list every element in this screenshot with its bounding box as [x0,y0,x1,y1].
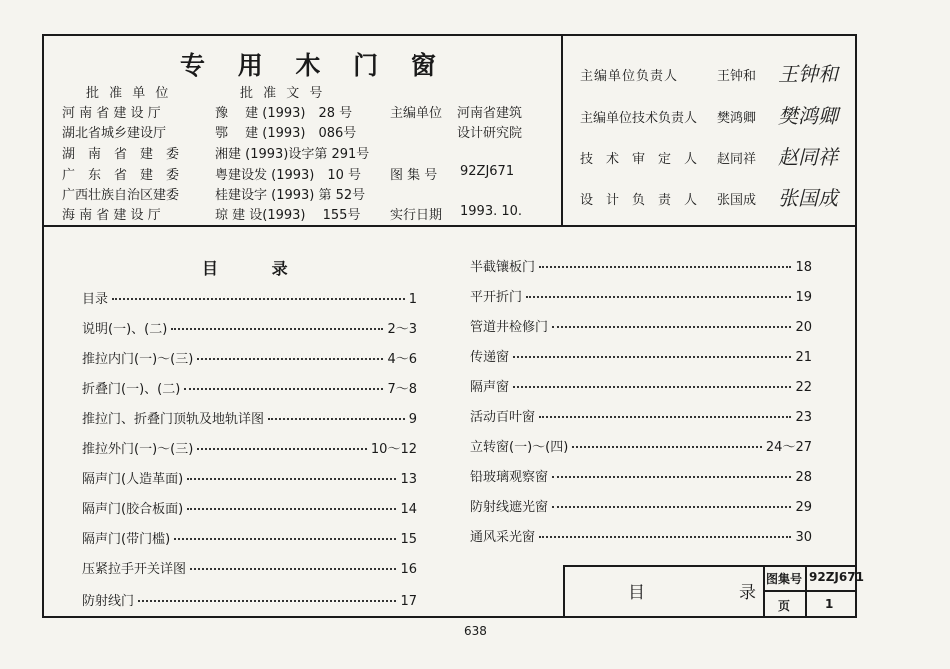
toc-row[interactable] [82,318,417,337]
responsible-name: 樊鸿卿 [717,111,757,126]
toc-page: 20 [795,320,812,335]
toc-leader [526,296,791,298]
title-block-page-value: 1 [825,597,834,611]
toc-page: 1 [408,292,417,307]
toc-label: 目录 [82,292,109,307]
toc-label: 隔声门(人造革面) [82,472,184,487]
toc-page: 28 [795,470,812,485]
toc-title: 目 录 [202,259,312,278]
toc-label: 说明(一)、(二) [82,322,168,337]
toc-label: 铅玻璃观察窗 [470,470,549,485]
date-label: 实行日期 [390,208,443,223]
toc-label: 防射线门 [82,594,135,609]
approval-doc: 粤建设发 (1993) 10 号 [215,168,362,183]
responsible-role: 主编单位负责人 [580,69,679,84]
page-number: 638 [464,624,487,638]
title-block-top [563,565,857,567]
toc-leader [552,476,791,478]
title-block-page-label: 页 [778,599,791,613]
toc-row[interactable] [82,348,417,367]
toc-leader [268,418,405,420]
toc-leader [197,358,383,360]
toc-leader [539,266,791,268]
editor-unit-line2: 设计研究院 [457,126,523,141]
page-title: 专 用 木 门 窗 [180,51,448,80]
signature: 樊鸿卿 [778,104,838,128]
toc-page: 24～27 [765,440,812,455]
title-block-mid [763,590,857,592]
toc-page: 18 [795,260,812,275]
toc-row[interactable] [470,436,812,455]
toc-label: 半截镶板门 [470,260,536,275]
toc-row[interactable] [82,558,417,577]
atlas-no: 92ZJ671 [460,164,515,179]
toc-leader [187,478,396,480]
toc-row[interactable] [82,288,417,307]
responsible-role: 设 计 负 责 人 [580,193,698,208]
toc-row[interactable] [82,468,417,487]
toc-leader [197,448,367,450]
responsible-name: 张国成 [717,193,757,208]
toc-row[interactable] [470,466,812,485]
toc-label: 平开折门 [470,290,523,305]
approval-doc: 豫 建 (1993) 28 号 [215,106,353,121]
toc-page: 17 [400,594,417,609]
toc-label: 防射线遮光窗 [470,500,549,515]
approval-unit: 湖 南 省 建 委 [62,147,180,162]
title-block-atlas-label: 图集号 [766,572,803,586]
toc-leader [513,356,791,358]
toc-leader [184,388,383,390]
toc-row[interactable] [470,526,812,545]
toc-label: 立转窗(一)～(四) [470,440,569,455]
toc-page: 14 [400,502,417,517]
toc-row[interactable] [82,498,417,517]
toc-leader [112,298,405,300]
approval-unit: 河 南 省 建 设 厅 [62,106,161,121]
toc-page: 30 [795,530,812,545]
toc-page: 10～12 [370,442,417,457]
toc-leader [138,600,396,602]
toc-leader [552,506,791,508]
toc-row[interactable] [470,256,812,275]
toc-page: 15 [400,532,417,547]
toc-page: 7～8 [387,382,417,397]
toc-label: 活动百叶窗 [470,410,536,425]
signature: 张国成 [778,186,838,210]
approval-doc: 琼 建 设(1993) 155号 [215,208,361,223]
approval-unit: 广西壮族自治区建委 [62,188,180,203]
approval-doc: 湘建 (1993)设字第 291号 [215,147,370,162]
approval-doc: 鄂 建 (1993) 086号 [215,126,357,141]
toc-page: 16 [400,562,417,577]
toc-label: 隔声门(带门槛) [82,532,171,547]
toc-row[interactable] [82,528,417,547]
doc-column-label: 批 准 文 号 [240,86,326,101]
toc-label: 推拉外门(一)～(三) [82,442,194,457]
toc-page: 19 [795,290,812,305]
toc-page: 13 [400,472,417,487]
approval-unit: 湖北省城乡建设厅 [62,126,167,141]
date-value: 1993. 10. [460,204,523,219]
toc-page: 21 [795,350,812,365]
toc-label: 压紧拉手开关详图 [82,562,187,577]
toc-row[interactable] [470,346,812,365]
toc-page: 23 [795,410,812,425]
toc-label: 传递窗 [470,350,510,365]
toc-leader [190,568,396,570]
toc-page: 22 [795,380,812,395]
header-divider [42,225,857,227]
toc-leader [187,508,396,510]
toc-row[interactable] [470,286,812,305]
toc-row[interactable] [470,496,812,515]
approval-doc: 桂建设字 (1993) 第 52号 [215,188,366,203]
unit-column-label: 批 准 单 位 [86,86,172,101]
toc-row[interactable] [82,590,417,609]
editor-unit-label: 主编单位 [390,106,443,121]
toc-label: 折叠门(一)、(二) [82,382,181,397]
responsible-role: 主编单位技术负责人 [580,111,698,126]
toc-label: 隔声门(胶合板面) [82,502,184,517]
title-block-left [563,565,565,618]
toc-label: 管道井检修门 [470,320,549,335]
toc-leader [539,416,791,418]
toc-page: 29 [795,500,812,515]
toc-page: 9 [408,412,417,427]
toc-row[interactable] [82,438,417,457]
toc-row[interactable] [82,408,417,427]
atlas-no-label: 图 集 号 [390,168,438,183]
title-block-name: 目 录 [628,583,776,603]
toc-row[interactable] [470,406,812,425]
toc-row[interactable] [82,378,417,397]
signature: 赵同祥 [778,145,838,169]
toc-page: 4～6 [387,352,417,367]
header-vertical-divider [561,34,563,226]
responsible-name: 赵同祥 [717,152,757,167]
toc-row[interactable] [470,376,812,395]
toc-label: 推拉门、折叠门顶轨及地轨详图 [82,412,265,427]
toc-leader [171,328,383,330]
toc-label: 推拉内门(一)～(三) [82,352,194,367]
signature: 王钟和 [778,62,838,86]
toc-row[interactable] [470,316,812,335]
toc-leader [539,536,791,538]
title-block-atlas-value: 92ZJ671 [809,570,864,584]
approval-unit: 广 东 省 建 委 [62,168,180,183]
editor-unit-line1: 河南省建筑 [457,106,523,121]
toc-leader [513,386,791,388]
responsible-role: 技 术 审 定 人 [580,152,698,167]
approval-unit: 海 南 省 建 设 厅 [62,208,161,223]
toc-leader [572,446,762,448]
toc-leader [552,326,791,328]
toc-leader [174,538,396,540]
toc-page: 2～3 [387,322,417,337]
toc-label: 隔声窗 [470,380,510,395]
responsible-name: 王钟和 [717,69,757,84]
toc-label: 通风采光窗 [470,530,536,545]
